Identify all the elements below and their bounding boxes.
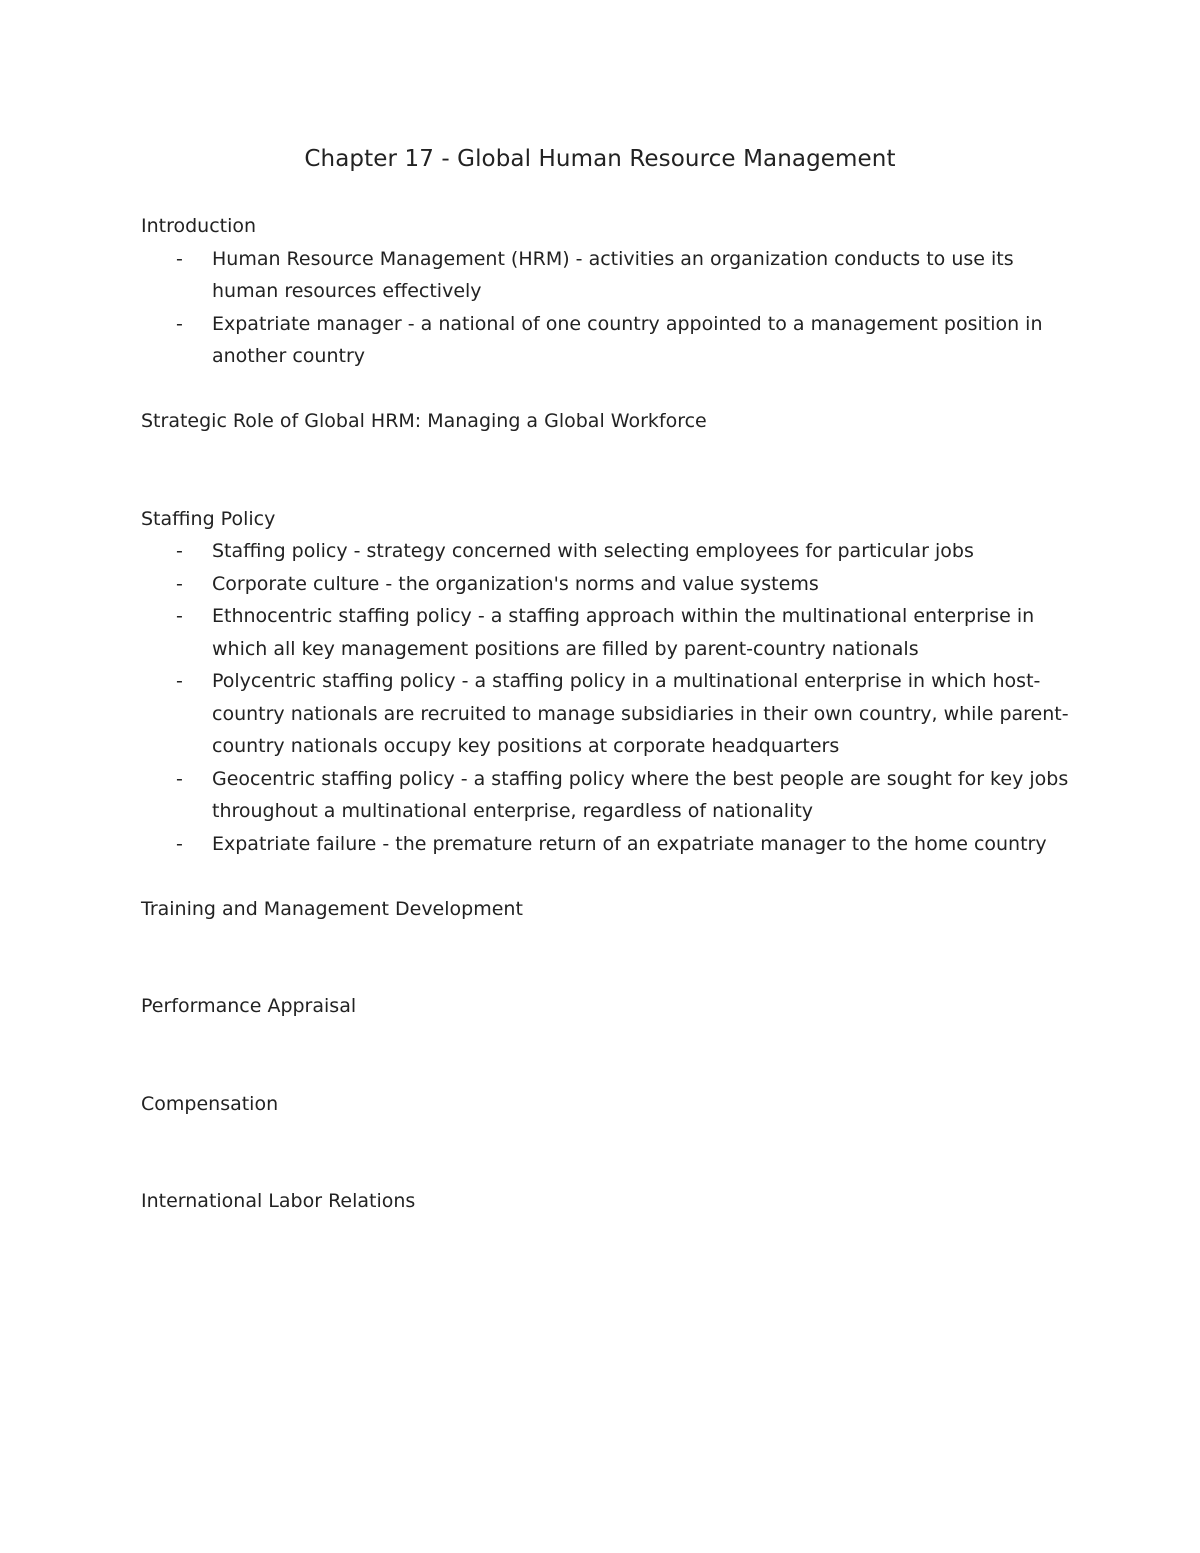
list-item-text: Corporate culture - the organization's norms and value systems: [212, 572, 819, 595]
list-item: [141, 828, 1071, 861]
bullet-dash: -: [176, 312, 183, 335]
list-item-text: Polycentric staffing policy - a staffing policy in a multinational enterprise in which host-country nationals are recruited to manage subsidiaries in their own country, while parent-country nationals occupy key positions at corporate headquarters: [212, 670, 1069, 757]
list-item-text: Ethnocentric staffing policy - a staffing approach within the multinational enterprise in which all key management positions are filled by parent-country nationals: [212, 605, 1035, 660]
list-item: [141, 568, 1071, 601]
bullet-dash: -: [176, 572, 183, 595]
section-training: [141, 893, 1071, 926]
section-heading: Compensation: [141, 1092, 279, 1115]
section-heading: International Labor Relations: [141, 1190, 416, 1212]
bullet-list: [141, 535, 1071, 860]
section-labor-relations: [141, 1185, 1071, 1218]
bullet-dash: -: [176, 767, 183, 790]
document-title: Chapter 17 - Global Human Resource Management: [304, 146, 896, 172]
bullet-list: [141, 243, 1071, 373]
section-heading: Training and Management Development: [141, 897, 523, 920]
bullet-dash: -: [176, 670, 183, 692]
bullet-dash: -: [176, 247, 183, 270]
section-heading: Staffing Policy: [141, 507, 276, 530]
list-item-text: Expatriate failure - the premature return of an expatriate manager to the home country: [212, 832, 1047, 855]
section-staffing-policy: [141, 503, 1071, 861]
bullet-dash: -: [176, 540, 183, 562]
section-performance-appraisal: [141, 990, 1071, 1023]
section-strategic-role: [141, 405, 1071, 438]
bullet-dash: -: [176, 605, 183, 627]
list-item: [141, 600, 1071, 665]
section-heading: Strategic Role of Global HRM: Managing a Global Workforce: [141, 410, 707, 432]
section-compensation: [141, 1088, 1071, 1121]
list-item: [141, 308, 1071, 373]
section-introduction: [141, 210, 1071, 373]
list-item-text: Expatriate manager - a national of one country appointed to a management position in another country: [212, 312, 1043, 367]
section-heading: Performance Appraisal: [141, 995, 357, 1017]
list-item-text: Human Resource Management (HRM) - activities an organization conducts to use its human resources effectively: [212, 247, 1014, 302]
bullet-dash: -: [176, 832, 183, 855]
list-item-text: Geocentric staffing policy - a staffing policy where the best people are sought for key jobs throughout a multinational enterprise, regardless of nationality: [212, 767, 1069, 822]
list-item: [141, 243, 1071, 308]
list-item: [141, 665, 1071, 763]
section-heading: Introduction: [141, 215, 257, 237]
list-item-text: Staffing policy - strategy concerned with selecting employees for particular jobs: [212, 540, 974, 562]
list-item: [141, 763, 1071, 828]
list-item: [141, 535, 1071, 568]
document-content: [141, 210, 1071, 1218]
